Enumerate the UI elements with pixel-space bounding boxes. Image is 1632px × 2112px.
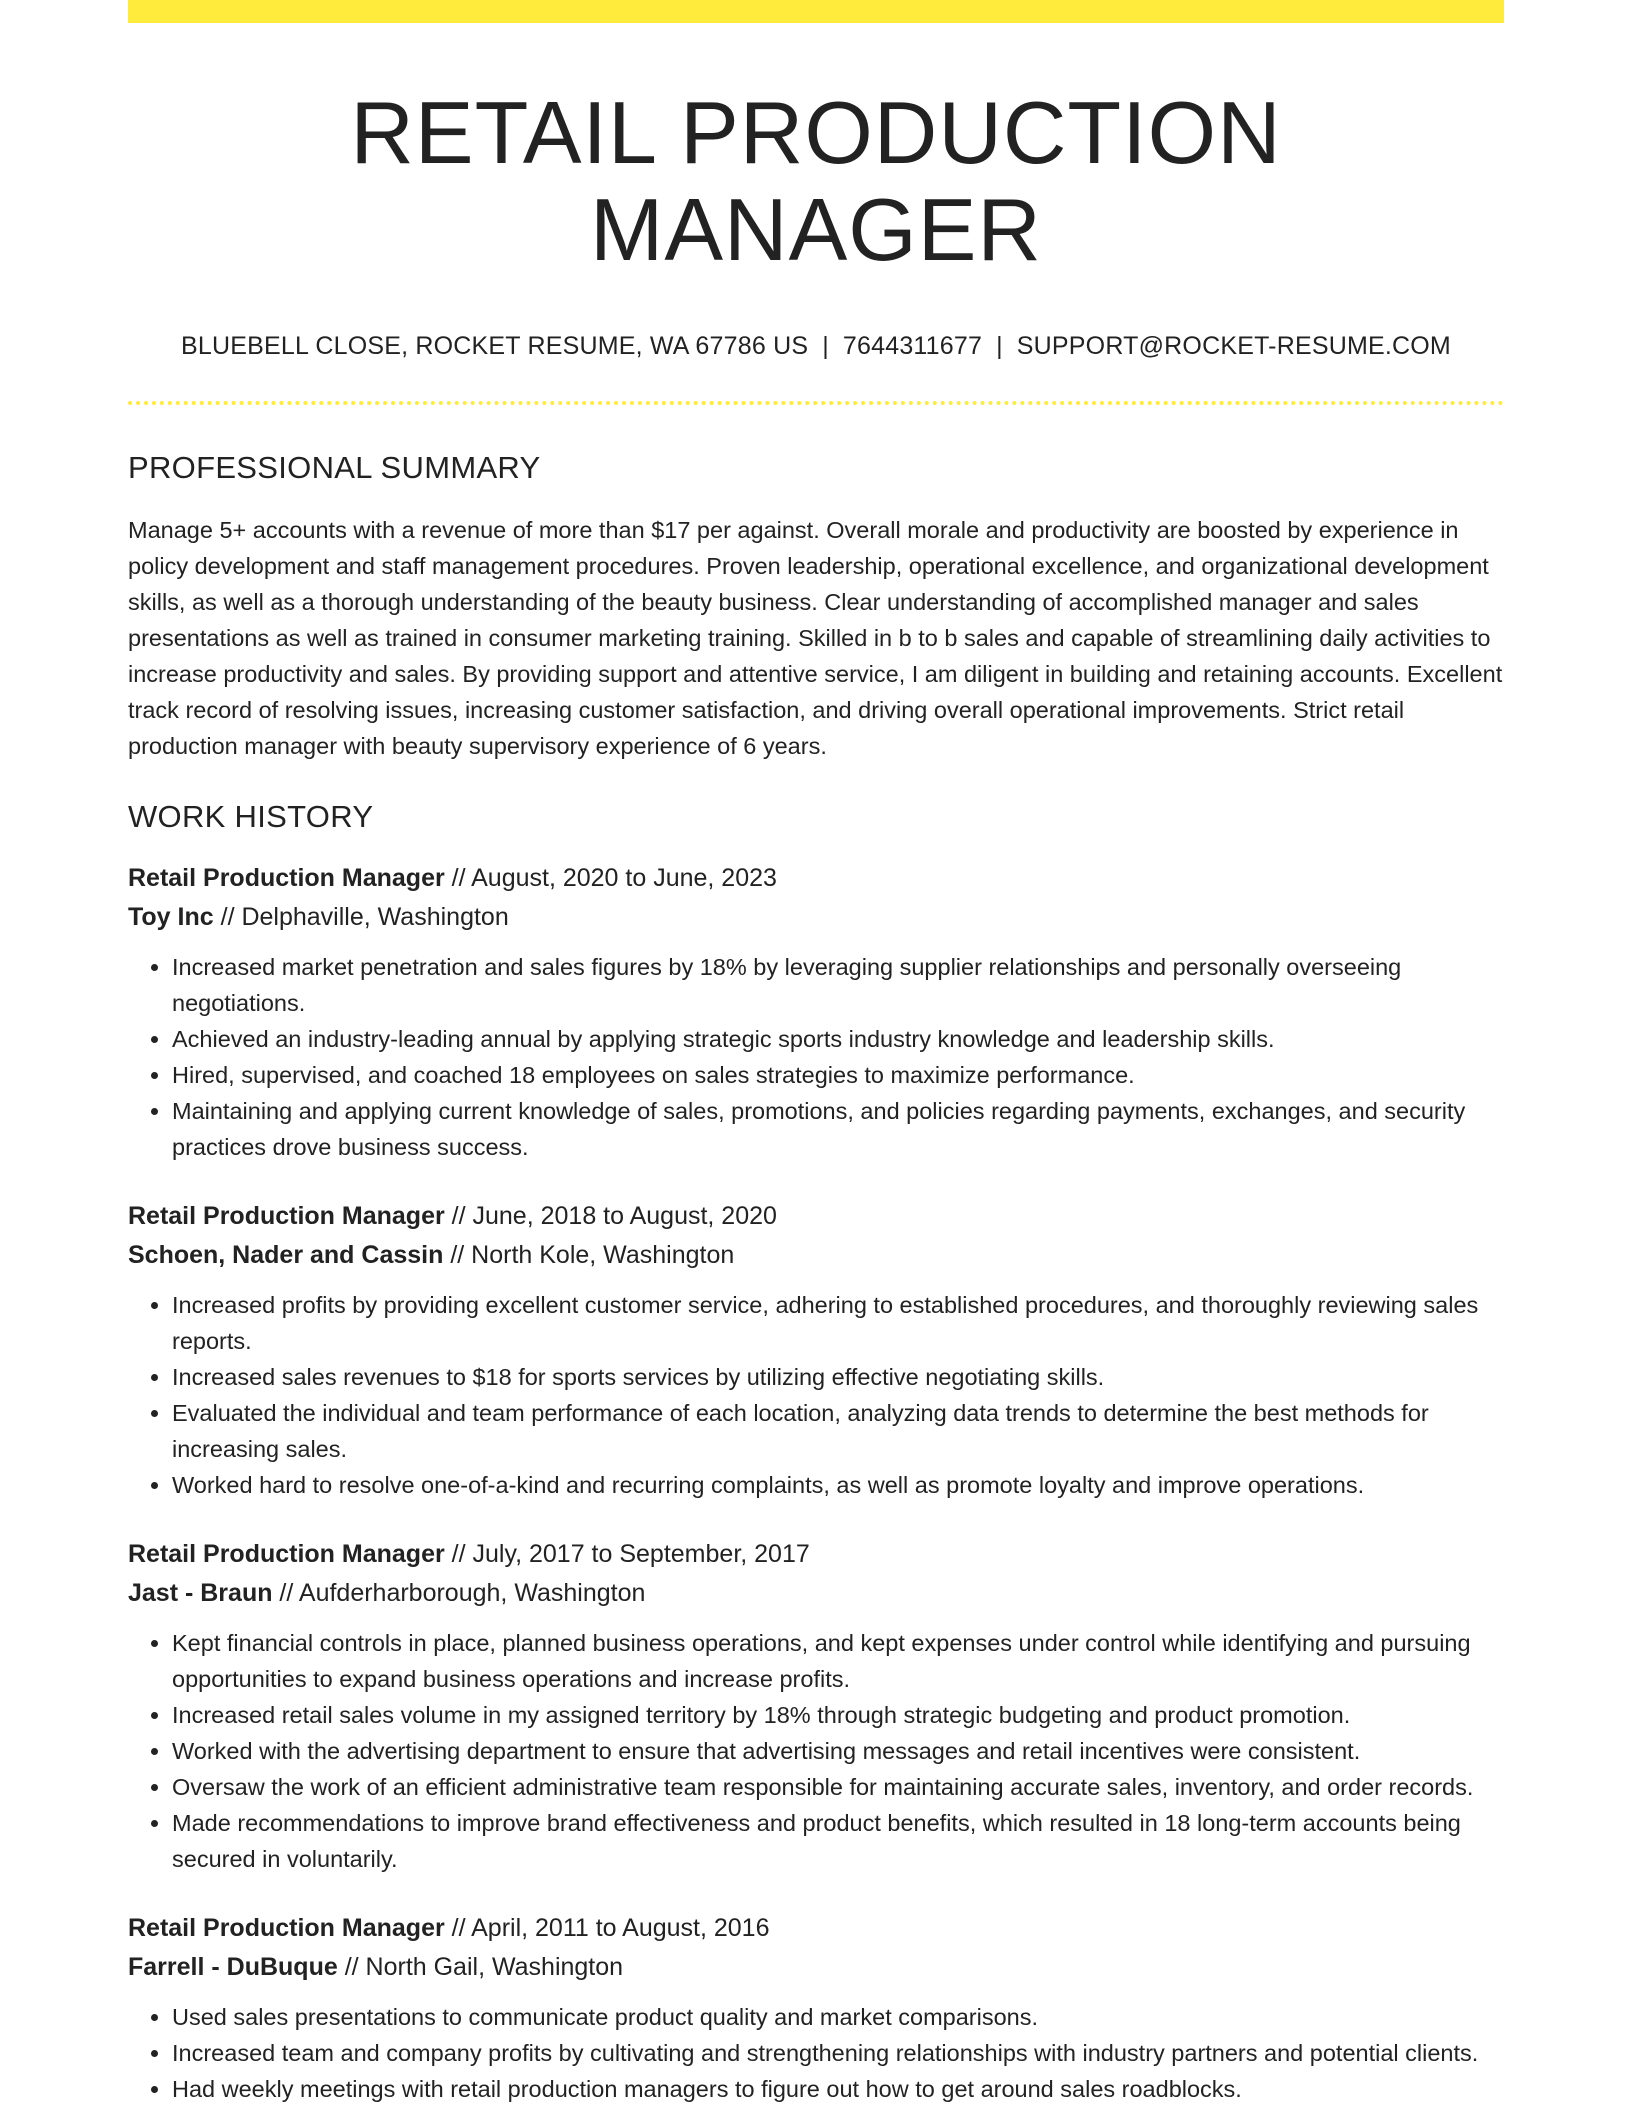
job-entry [128, 859, 1504, 1165]
job-company-line [128, 1236, 1504, 1275]
list-item: • Kept financial controls in place, planned business operations, and kept expenses under control while identifying and pursuing opportunities to expand business operations and increase profits. [172, 1625, 1504, 1697]
dotted-divider [128, 401, 1504, 405]
job-title-line [128, 1197, 1504, 1236]
list-item: • Worked with the advertising department to ensure that advertising messages and retail incentives were consistent. [172, 1733, 1504, 1769]
job-role: Retail Production Manager [128, 1913, 445, 1942]
job-role: Retail Production Manager [128, 1201, 445, 1230]
job-entry [128, 1909, 1504, 2107]
work-history-heading: WORK HISTORY [128, 798, 374, 834]
job-location: // Aufderharborough, Washington [272, 1578, 646, 1607]
job-dates: // August, 2020 to June, 2023 [444, 863, 777, 892]
contact-separator: | [822, 331, 829, 360]
list-item: • Increased sales revenues to $18 for sports services by utilizing effective negotiating skills. [172, 1359, 1504, 1395]
job-dates: // April, 2011 to August, 2016 [444, 1913, 770, 1942]
list-item: • Achieved an industry-leading annual by applying strategic sports industry knowledge and leadership skills. [172, 1021, 1504, 1057]
job-entry [128, 1197, 1504, 1503]
job-title-line [128, 859, 1504, 898]
job-location: // North Gail, Washington [337, 1952, 624, 1981]
list-item: • Increased profits by providing excellent customer service, adhering to established procedures, and thoroughly reviewing sales reports. [172, 1287, 1504, 1359]
list-item: • Made recommendations to improve brand effectiveness and product benefits, which resulted in 18 long-term accounts being secured in voluntarily. [172, 1805, 1504, 1877]
job-company-line [128, 1574, 1504, 1613]
job-location: // Delphaville, Washington [213, 902, 509, 931]
job-company: Toy Inc [128, 902, 214, 931]
list-item: • Increased retail sales volume in my assigned territory by 18% through strategic budgeting and product promotion. [172, 1697, 1504, 1733]
list-item: • Used sales presentations to communicate product quality and market comparisons. [172, 1999, 1504, 2035]
contact-line [128, 331, 1504, 361]
contact-phone: 7644311677 [842, 331, 983, 360]
job-bullets [128, 949, 1504, 1165]
resume-page [128, 0, 1504, 2107]
job-dates: // July, 2017 to September, 2017 [444, 1539, 810, 1568]
job-entry [128, 1535, 1504, 1877]
job-dates: // June, 2018 to August, 2020 [444, 1201, 777, 1230]
job-bullets [128, 1625, 1504, 1877]
job-title-line [128, 1535, 1504, 1574]
summary-text: Manage 5+ accounts with a revenue of more than $17 per against. Overall morale and productivity are boosted by experience in policy development and staff management procedures. Proven leadership, operational excellence, and organizational development skills, as well as a thorough understanding of the beauty business. Clear understanding of accomplished manager and sales presentations as well as trained in consumer marketing training. Skilled in b to b sales and capable of streamlining daily activities to increase productivity and sales. By providing support and attentive service, I am diligent in building and retaining accounts. Excellent track record of resolving issues, increasing customer satisfaction, and driving overall operational improvements. Strict retail production manager with beauty supervisory experience of 6 years. [128, 516, 1503, 759]
job-title-line [128, 1909, 1504, 1948]
list-item: • Oversaw the work of an efficient administrative team responsible for maintaining accurate sales, inventory, and order records. [172, 1769, 1504, 1805]
list-item: • Had weekly meetings with retail production managers to figure out how to get around sales roadblocks. [172, 2071, 1504, 2107]
list-item: • Hired, supervised, and coached 18 employees on sales strategies to maximize performance. [172, 1057, 1504, 1093]
list-item: • Increased market penetration and sales figures by 18% by leveraging supplier relationships and personally overseeing negotiations. [172, 949, 1504, 1021]
list-item: • Maintaining and applying current knowledge of sales, promotions, and policies regarding payments, exchanges, and security practices drove business success. [172, 1093, 1504, 1165]
job-bullets [128, 1999, 1504, 2107]
job-role: Retail Production Manager [128, 863, 445, 892]
list-item: • Evaluated the individual and team performance of each location, analyzing data trends to determine the best methods for increasing sales. [172, 1395, 1504, 1467]
job-company: Jast - Braun [128, 1578, 273, 1607]
job-location: // North Kole, Washington [443, 1240, 735, 1269]
job-company: Farrell - DuBuque [128, 1952, 338, 1981]
contact-address: BLUEBELL CLOSE, ROCKET RESUME, WA 67786 US [181, 331, 809, 360]
job-role: Retail Production Manager [128, 1539, 445, 1568]
top-accent-bar [128, 0, 1504, 23]
summary-heading: PROFESSIONAL SUMMARY [128, 449, 541, 485]
contact-email: SUPPORT@ROCKET-RESUME.COM [1016, 331, 1451, 360]
job-bullets [128, 1287, 1504, 1503]
list-item: • Worked hard to resolve one-of-a-kind and recurring complaints, as well as promote loyalty and improve operations. [172, 1467, 1504, 1503]
job-company: Schoen, Nader and Cassin [128, 1240, 444, 1269]
candidate-name: RETAIL PRODUCTION MANAGER [350, 83, 1282, 279]
list-item: • Increased team and company profits by cultivating and strengthening relationships with industry partners and potential clients. [172, 2035, 1504, 2071]
job-company-line [128, 1948, 1504, 1987]
job-company-line [128, 898, 1504, 937]
contact-separator: | [996, 331, 1003, 360]
